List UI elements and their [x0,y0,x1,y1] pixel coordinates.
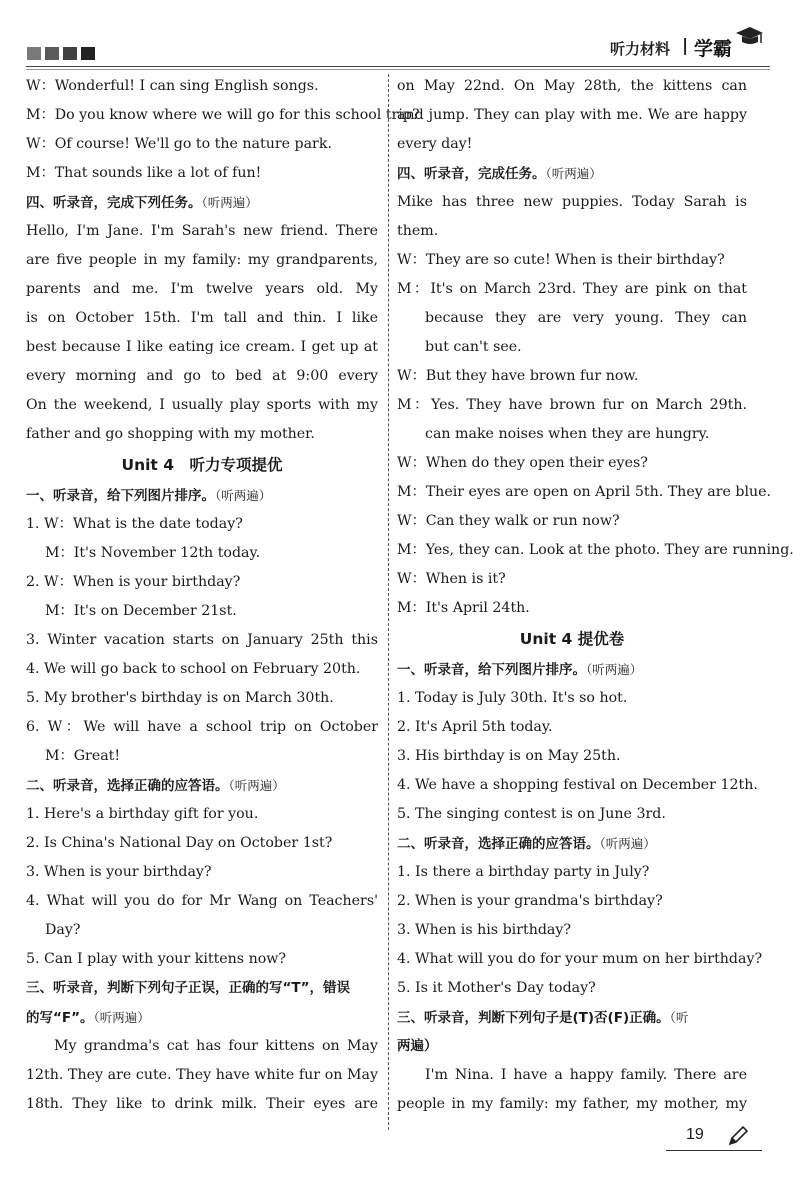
dialogue-reply-line: M：It's on December 21st. [45,603,237,619]
section-heading-note: （听两遍） [586,662,643,677]
paragraph-line: parents and me. I'm twelve years old. My [26,281,378,297]
text-line: 5. The singing contest is on June 3rd. [397,806,666,822]
section-heading-note: （听两遍） [201,195,258,210]
text-line: W：Of course! We'll go to the nature park. [26,136,332,152]
header-separator: | [682,36,689,56]
section-heading-text: 的写“F”。 [26,1010,94,1026]
section-heading-text: 三、听录音，判断下列句子是(T)否(F)正确。 [397,1010,670,1026]
text-line: W：But they have brown fur now. [397,368,639,384]
text-line: 3. When is your birthday? [26,864,212,880]
paragraph-line: is on October 15th. I'm tall and thin. I like [26,310,378,326]
section-heading [397,829,747,858]
section-heading [26,481,378,510]
paragraph-line: Hello, I'm Jane. I'm Sarah's new friend. There [26,223,378,239]
right-column [397,72,794,1119]
section-heading [397,1032,747,1061]
text-line: W：Can they walk or run now? [397,513,620,529]
text-line: 3. When is his birthday? [397,922,572,938]
section-heading-note: （听两遍） [215,488,272,503]
paragraph-line: Mike has three new puppies. Today Sarah is [397,194,747,210]
decor-square [27,47,41,60]
text-line: them. [397,223,439,239]
dialogue-continuation-line: because they are very young. They can [425,310,747,326]
header-rule [26,66,770,67]
decor-square [81,47,95,60]
paragraph-line: people in my family: my father, my mother, my [397,1096,747,1112]
dialogue-reply-line: Day? [45,922,81,938]
text-line: W：When is it? [397,571,506,587]
text-line: 1. Is there a birthday party in July? [397,864,650,880]
graduation-cap-icon [734,24,764,50]
section-heading [26,1003,378,1032]
page-number: 19 [686,1126,704,1143]
section-heading [397,655,747,684]
footer-rule [666,1150,762,1151]
text-line: M：Do you know where we will go for this school trip? [26,107,420,123]
section-heading-text: 四、听录音，完成下列任务。 [26,195,202,211]
paragraph-line: best because I like eating ice cream. I get up at [26,339,378,355]
paragraph-line: On the weekend, I usually play sports with my [26,397,378,413]
section-heading-text: 两遍） [397,1038,438,1054]
decor-square [63,47,77,60]
paragraph-line: on May 22nd. On May 28th, the kittens can [397,78,747,94]
section-heading-note: （听两遍） [93,1010,150,1025]
text-line: 3. His birthday is on May 25th. [397,748,621,764]
paragraph-line: 3. Winter vacation starts on January 25th this [26,632,378,648]
paragraph-line: M：It's on March 23rd. They are pink on that [397,281,747,297]
text-line: 4. We have a shopping festival on December 12th. [397,777,758,793]
paragraph-line: are five people in my family: my grandparents, [26,252,378,268]
text-line: 2. When is your grandma's birthday? [397,893,663,909]
text-line: 1. W：What is the date today? [26,516,243,532]
paragraph-first-line: My grandma's cat has four kittens on May [54,1038,378,1054]
text-line: 1. Here's a birthday gift for you. [26,806,259,822]
text-line: 1. Today is July 30th. It's so hot. [397,690,628,706]
text-line: 2. It's April 5th today. [397,719,553,735]
paragraph-line: 6. W：We will have a school trip on October [26,719,378,735]
section-heading-text: 三、听录音，判断下列句子正误，正确的写“T”，错误 [26,980,350,996]
page-header [0,0,800,70]
text-line: father and go shopping with my mother. [26,426,315,442]
dialogue-continuation-line: can make noises when they are hungry. [425,426,710,442]
section-heading-note: （听 [669,1010,689,1025]
text-line: W：When do they open their eyes? [397,455,648,471]
section-heading-note: （听两遍） [545,166,602,181]
paragraph-line: and jump. They can play with me. We are happy [397,107,747,123]
paragraph-line: every morning and go to bed at 9:00 every [26,368,378,384]
text-line: 5. My brother's birthday is on March 30th. [26,690,334,706]
section-heading [26,771,378,800]
text-line: W：Wonderful! I can sing English songs. [26,78,319,94]
unit-title: Unit 4 听力专项提优 [121,456,283,474]
text-line: 4. What will you do for your mum on her birthday? [397,951,763,967]
header-rule-thin [26,69,770,70]
section-heading-text: 二、听录音，选择正确的应答语。 [397,836,600,852]
dialogue-reply-line: M：It's November 12th today. [45,545,261,561]
text-line: 4. We will go back to school on February 20th. [26,661,361,677]
section-heading-text: 四、听录音，完成任务。 [397,166,546,182]
pencil-icon [727,1125,749,1147]
section-heading [26,974,378,1003]
section-heading [26,188,378,217]
decor-square [45,47,59,60]
text-line: M：It's April 24th. [397,600,530,616]
section-heading-note: （听两遍） [228,778,285,793]
section-heading [397,159,747,188]
text-line: W：They are so cute! When is their birthday? [397,252,725,268]
text-line: M：Their eyes are open on April 5th. They are blue. [397,484,772,500]
dialogue-continuation-line: but can't see. [425,339,522,355]
header-section-label: 听力材料 [610,40,671,58]
text-line: M：That sounds like a lot of fun! [26,165,262,181]
header-decor-squares [27,47,95,60]
paragraph-line: 4. What will you do for Mr Wang on Teachers' [26,893,378,909]
paragraph-line: M：Yes. They have brown fur on March 29th. [397,397,747,413]
text-line: 5. Is it Mother's Day today? [397,980,596,996]
section-heading-text: 一、听录音，给下列图片排序。 [397,662,586,678]
paragraph-line: 18th. They like to drink milk. Their eyes are [26,1096,378,1112]
section-heading-text: 一、听录音，给下列图片排序。 [26,488,215,504]
column-divider [388,74,389,1130]
unit-title: Unit 4 提优卷 [519,630,625,648]
section-heading-note: （听两遍） [599,836,656,851]
text-line: every day! [397,136,473,152]
paragraph-line: 12th. They are cute. They have white fur on May [26,1067,378,1083]
dialogue-reply-line: M：Great! [45,748,121,764]
paragraph-first-line: I'm Nina. I have a happy family. There are [425,1067,747,1083]
text-line: 5. Can I play with your kittens now? [26,951,287,967]
text-line: 2. W：When is your birthday? [26,574,241,590]
text-line: 2. Is China's National Day on October 1st? [26,835,333,851]
brand-name: 学霸 [694,38,733,60]
text-line: M：Yes, they can. Look at the photo. They are running. [397,542,794,558]
section-heading [397,1003,747,1032]
section-heading-text: 二、听录音，选择正确的应答语。 [26,778,229,794]
